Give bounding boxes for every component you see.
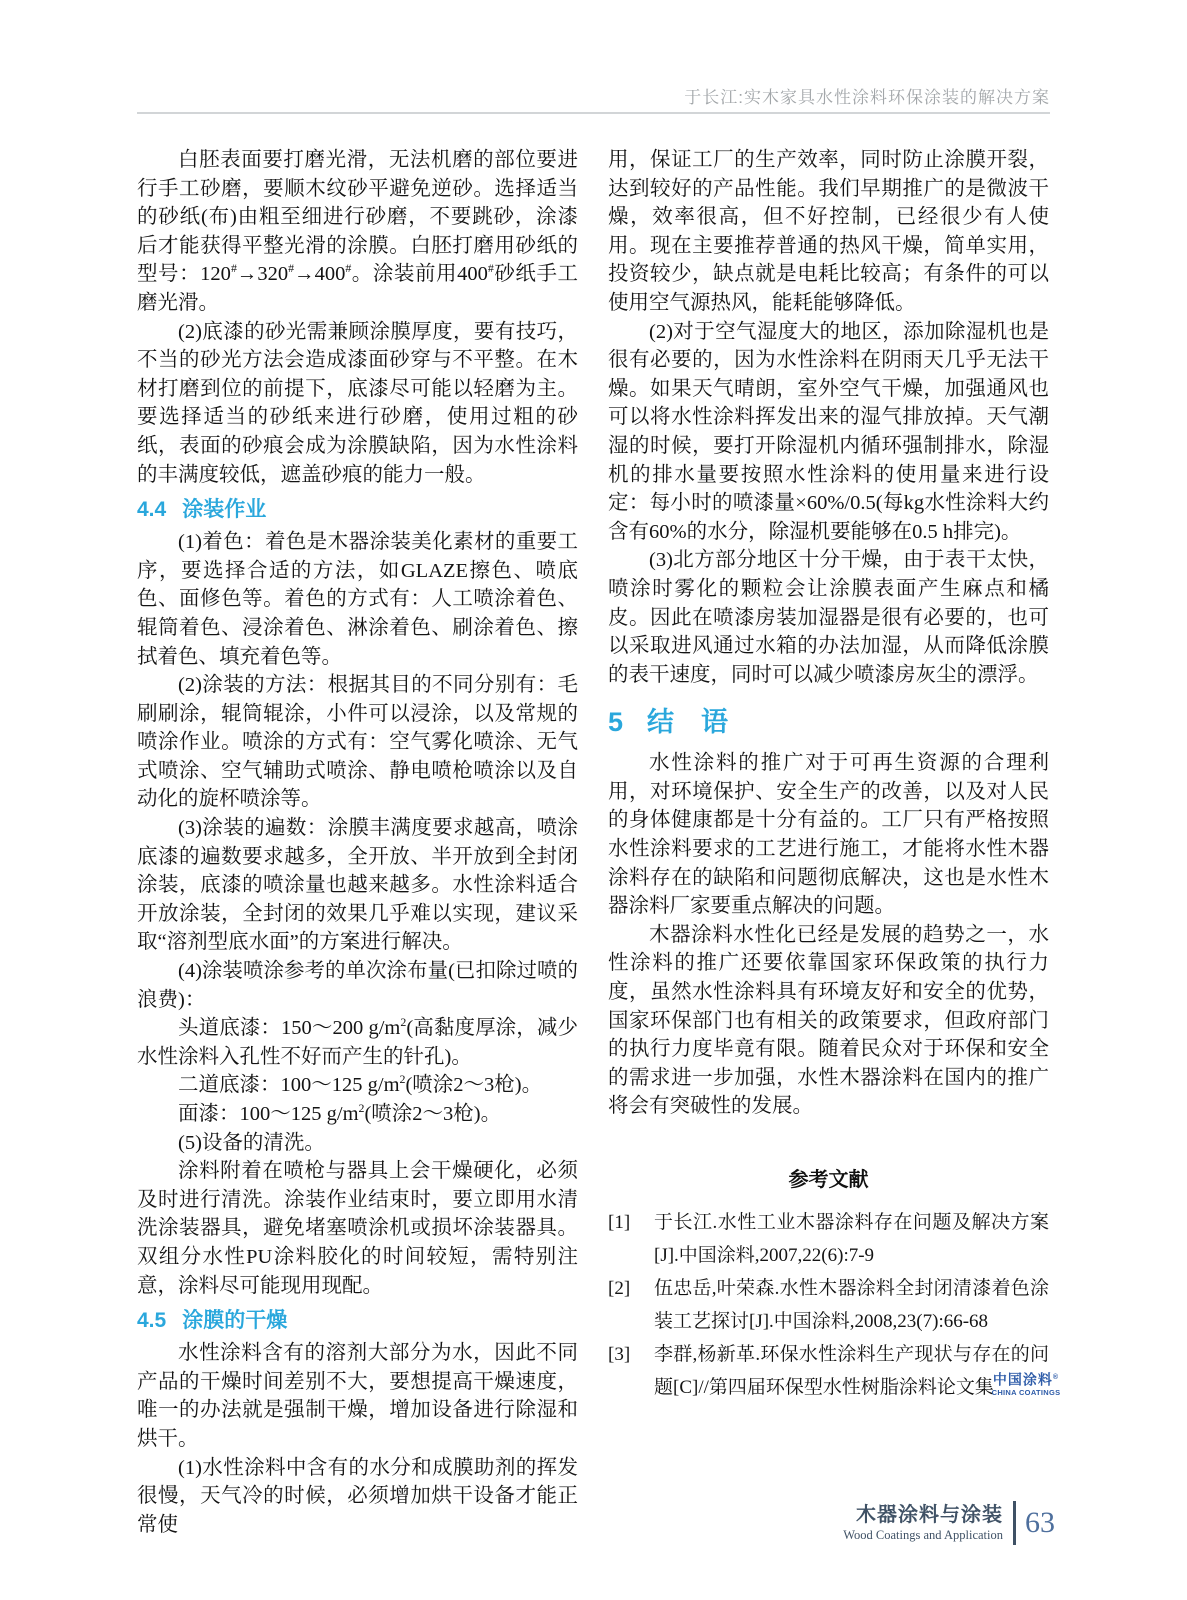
- reference-text: 李群,杨新革.环保水性涂料生产现状与存在的问题[C]//第四届环保型水性树脂涂料论文集: [654, 1344, 1049, 1398]
- registered-mark: ®: [1052, 1374, 1060, 1381]
- two-column-body: [137, 146, 1050, 1539]
- right-column: [608, 146, 1049, 1539]
- paragraph: 水性涂料的推广对于可再生资源的合理利用，对环境保护、安全生产的改善，以及对人民的身体健康都是十分有益的。工厂只有严格按照水性涂料要求的工艺进行施工，才能将水性木器涂料存在的缺陷和问题彻底解决，这也是水性木器涂料厂家要重点解决的问题。: [608, 752, 1049, 918]
- paragraph: (4)涂装喷涂参考的单次涂布量(已扣除过喷的浪费)：: [137, 960, 578, 1011]
- paragraph: 白胚表面要打磨光滑，无法机磨的部位要进行手工砂磨，要顺木纹砂平避免逆砂。选择适当的砂纸(布)由粗至细进行砂磨，不要跳砂，涂漆后才能获得平整光滑的涂膜。白胚打磨用砂纸的型号：120#→320#→400#。涂装前用400#砂纸手工磨光滑。: [137, 149, 579, 314]
- section-number: 5: [608, 707, 624, 738]
- china-coatings-logo: [991, 1370, 1061, 1397]
- paragraph: (2)涂装的方法：根据其目的不同分别有：毛刷刷涂，辊筒辊涂，小件可以浸涂，以及常规的喷涂作业。喷涂的方式有：空气雾化喷涂、无气式喷涂、空气辅助式喷涂、静电喷枪喷涂以及自动化的旋杯喷涂等。: [137, 674, 578, 811]
- paragraph: (5)设备的清洗。: [178, 1131, 325, 1154]
- paragraph: 水性涂料含有的溶剂大部分为水，因此不同产品的干燥时间差别不大，要想提高干燥速度，唯一的办法就是强制干燥，增加设备进行除湿和烘干。: [137, 1342, 578, 1450]
- page-number: 63: [1025, 1506, 1055, 1539]
- journal-name-block: [843, 1504, 1003, 1543]
- paragraph: 涂料附着在喷枪与器具上会干燥硬化，必须及时进行清洗。涂装作业结束时，要立即用水清洗涂装器具，避免堵塞喷涂机或损坏涂装器具。双组分水性PU涂料胶化的时间较短，需特别注意，涂料尽可能现用现配。: [137, 1160, 578, 1297]
- section-title: 涂装作业: [182, 498, 267, 522]
- paragraph: (1)水性涂料中含有的水分和成膜助剂的挥发很慢，天气冷的时候，必须增加烘干设备才能正常使: [137, 1456, 578, 1536]
- reference-text: 于长江.水性工业木器涂料存在问题及解决方案[J].中国涂料,2007,22(6):7-9: [654, 1212, 1049, 1266]
- section-heading-5: [608, 705, 1049, 739]
- paragraph: 木器涂料水性化已经是发展的趋势之一，水性涂料的推广还要依靠国家环保政策的执行力度，虽然水性涂料具有环境友好和安全的优势，国家环保部门也有相关的政策要求，但政府部门的执行力度毕竟有限。随着民众对于环保和安全的需求进一步加强，水性木器涂料在国内的推广将会有突破性的发展。: [608, 923, 1049, 1118]
- reference-item: [608, 1338, 1049, 1404]
- logo-chinese-text: 中国涂料®: [992, 1371, 1060, 1388]
- section-title: 涂膜的干燥: [182, 1309, 288, 1333]
- section-number: 4.5: [137, 1309, 167, 1333]
- journal-name-english: Wood Coatings and Application: [843, 1527, 1003, 1542]
- reference-text: 伍忠岳,叶荣森.水性木器涂料全封闭清漆着色涂装工艺探讨[J].中国涂料,2008,23(7):66-68: [654, 1278, 1049, 1332]
- header-rule: [137, 112, 1050, 114]
- reference-number: [2]: [608, 1278, 631, 1299]
- paragraph: 二道底漆：100～125 $g/m^2$(喷涂2～3枪)。: [178, 1072, 543, 1097]
- reference-item: [608, 1206, 1049, 1272]
- paragraph: 头道底漆：150～200 $g/m^2$(高黏度厚涂，减少水性涂料入孔性不好而产生的针孔)。: [137, 1015, 578, 1068]
- left-column: [137, 146, 578, 1539]
- paragraph: 用，保证工厂的生产效率，同时防止涂膜开裂，达到较好的产品性能。我们早期推广的是微波干燥，效率很高，但不好控制，已经很少有人使用。现在主要推荐普通的热风干燥，简单实用，投资较少，缺点就是电耗比较高；有条件的可以使用空气源热风，能耗能够降低。: [608, 149, 1049, 314]
- section-heading-4-4: [137, 496, 578, 524]
- page-footer: [843, 1501, 1055, 1545]
- paragraph: (1)着色：着色是木器涂装美化素材的重要工序，要选择合适的方法，如GLAZE擦色、喷底色、面修色等。着色的方式有：人工喷涂着色、辊筒着色、浸涂着色、淋涂着色、刷涂着色、擦拭着色、填充着色等。: [137, 531, 578, 668]
- paragraph: (3)涂装的遍数：涂膜丰满度要求越高，喷涂底漆的遍数要求越多，全开放、半开放到全封闭涂装，底漆的喷涂量也越来越多。水性涂料适合开放涂装，全封闭的效果几乎难以实现，建议采取“溶剂型底水面”的方案进行解决。: [137, 817, 578, 954]
- section-heading-4-5: [137, 1307, 578, 1335]
- footer-divider: [1013, 1501, 1016, 1545]
- paragraph: (2)底漆的砂光需兼顾涂膜厚度，要有技巧，不当的砂光方法会造成漆面砂穿与不平整。在木材打磨到位的前提下，底漆尽可能以轻磨为主。要选择适当的砂纸来进行砂磨，使用过粗的砂纸，表面的砂痕会成为涂膜缺陷，因为水性涂料的丰满度较低，遮盖砂痕的能力一般。: [137, 320, 578, 486]
- reference-number: [1]: [608, 1212, 631, 1233]
- paragraph: (3)北方部分地区十分干燥，由于表干太快，喷涂时雾化的颗粒会让涂膜表面产生麻点和橘皮。因此在喷漆房装加湿器是很有必要的，也可以采取进风通过水箱的办法加湿，从而降低涂膜的表干速度，同时可以减少喷漆房灰尘的漂浮。: [608, 549, 1049, 686]
- references-title: 参考文献: [788, 1169, 869, 1191]
- reference-item: [608, 1272, 1049, 1338]
- section-title: 结 语: [647, 707, 729, 738]
- journal-name-chinese: 木器涂料与涂装: [856, 1503, 1003, 1526]
- paragraph: 面漆：100～125 $g/m^2$(喷涂2～3枪)。: [178, 1101, 502, 1125]
- reference-number: [3]: [608, 1344, 631, 1365]
- paragraph: (2)对于空气湿度大的地区，添加除湿机也是很有必要的，因为水性涂料在阴雨天几乎无法干燥。如果天气晴朗，室外空气干燥，加强通风也可以将水性涂料挥发出来的湿气排放掉。天气潮湿的时候，要打开除湿机内循环强制排水，除湿机的排水量要按照水性涂料的使用量来进行设定：每小时的喷漆量×60%/0.5(每kg水性涂料大约含有60%的水分，除湿机要能够在0.5 h排完)。: [608, 320, 1049, 543]
- logo-english-text: CHINA COATINGS: [991, 1387, 1061, 1397]
- running-head: 于长江:实木家具水性涂料环保涂装的解决方案: [684, 88, 1050, 107]
- section-number: 4.4: [137, 498, 167, 522]
